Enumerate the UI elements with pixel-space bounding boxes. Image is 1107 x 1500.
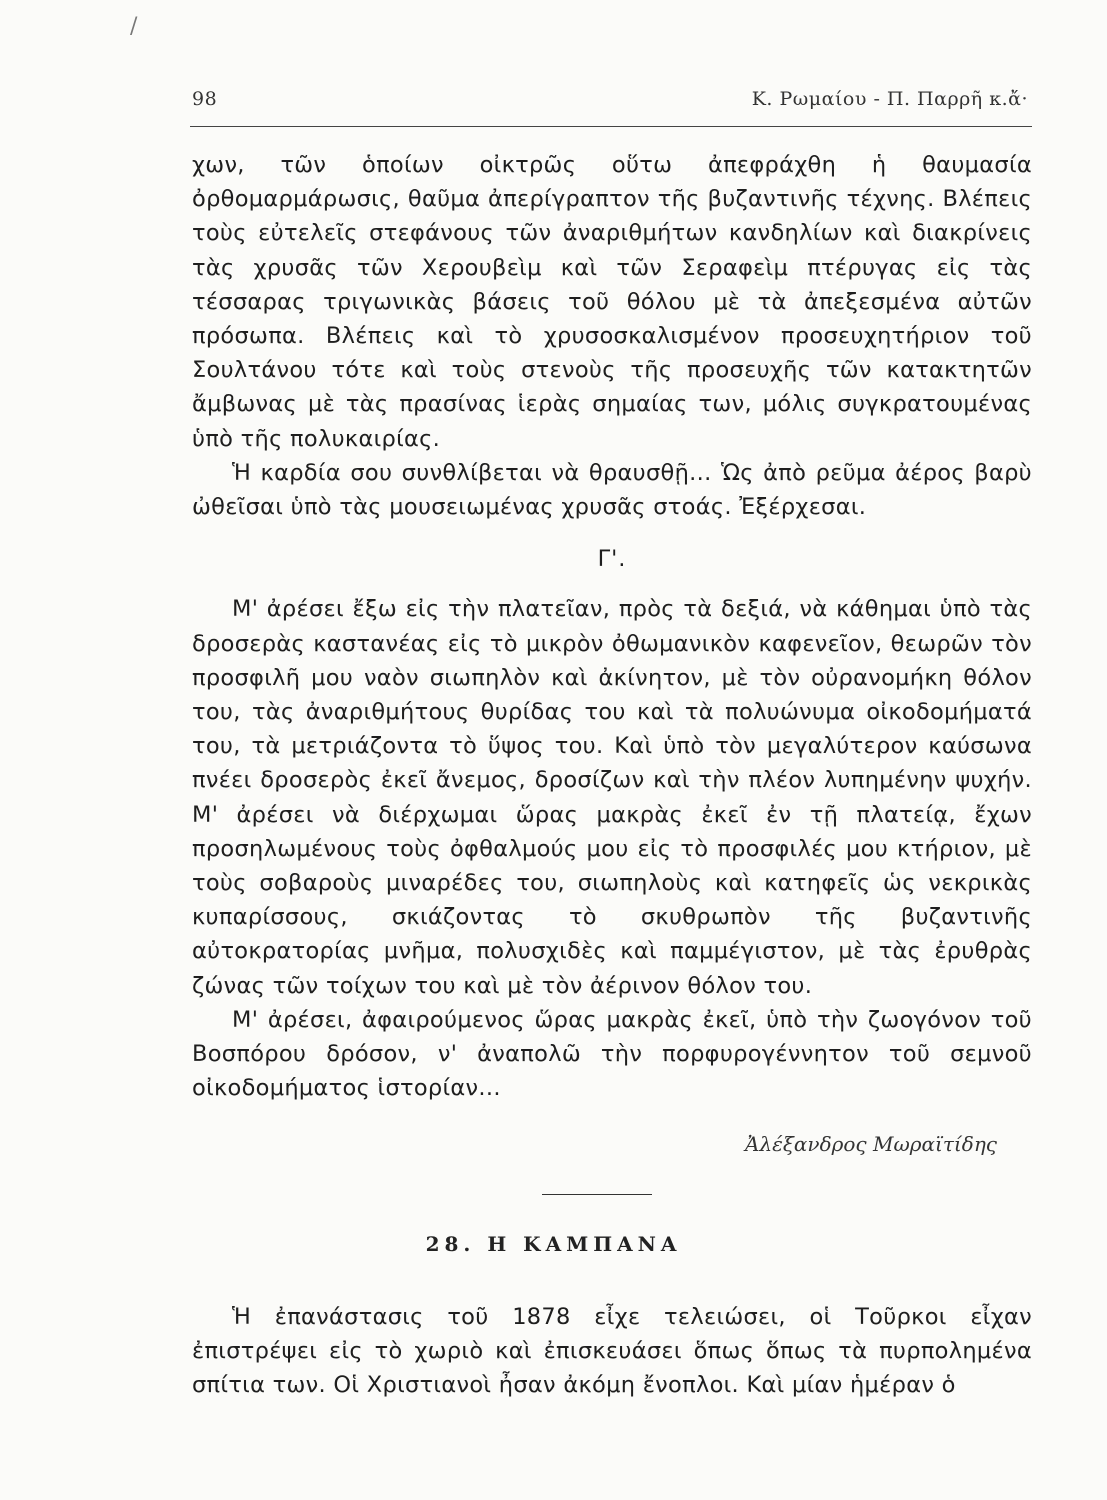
- chapter-paragraph-1: Ἡ ἐπανάστασις τοῦ 1878 εἶχε τελειώσει, οἱ Τοῦρκοι εἶχαν ἐπιστρέψει εἰς τὸ χωριὸ καὶ ἐπισκευάσει ὅπως ὅπως τὰ πυρπολημένα σπίτια των. Οἱ Χριστιανοὶ ἦσαν ἀκόμη ἔνοπλοι. Καὶ μίαν ἡμέραν ὁ: [192, 1304, 1032, 1399]
- body-text: [192, 148, 1032, 1105]
- paragraph-1: χων, τῶν ὁποίων οἰκτρῶς οὕτω ἀπεφράχθη ἡ θαυμασία ὀρθομαρμάρωσις, θαῦμα ἀπερίγραπτον τῆς βυζαντινῆς τέχνης. Βλέπεις τοὺς εὐτελεῖς στεφάνους τῶν ἀναριθμήτων κανδηλίων καὶ διακρίνεις τὰς χρυσᾶς τῶν Χερουβεὶμ καὶ τῶν Σεραφεὶμ πτέρυγας εἰς τὰς τέσσαρας τριγωνικὰς βάσεις τοῦ θόλου μὲ τὰ ἀπεξεσμένα αὐτῶν πρόσωπα. Βλέπεις καὶ τὸ χρυσοσκαλισμένον προσευχητήριον τοῦ Σουλτάνου τότε καὶ τοὺς στενοὺς τῆς προσευχῆς τῶν κατακτητῶν ἄμβωνας μὲ τὰς πρασίνας ἱερὰς σημαίας των, μόλις συγκρατουμένας ὑπὸ τῆς πολυκαιρίας.: [192, 152, 1032, 452]
- running-header: [190, 88, 1032, 122]
- header-rule: [190, 126, 1032, 127]
- section-divider: [542, 1194, 652, 1195]
- chapter-text: [192, 1300, 1032, 1403]
- section-marker: Γ'.: [597, 546, 627, 573]
- page-number: 98: [192, 88, 218, 110]
- paragraph-2: Ἡ καρδία σου συνθλίβεται νὰ θραυσθῇ... Ὡς ἀπὸ ρεῦμα ἀέρος βαρὺ ὠθεῖσαι ὑπὸ τὰς μουσειωμένας χρυσᾶς στοάς. Ἐξέρχεσαι.: [192, 459, 1032, 521]
- margin-mark: /: [130, 14, 138, 39]
- author-signature: Ἀλέξανδρος Μωραϊτίδης: [745, 1132, 997, 1156]
- chapter-heading: 28. Η ΚΑΜΠΑΝΑ: [425, 1232, 682, 1256]
- running-title: Κ. Ρωμαίου - Π. Παρρῆ κ.ἄ·: [751, 88, 1028, 110]
- paragraph-3: Μ' ἀρέσει ἔξω εἰς τὴν πλατεῖαν, πρὸς τὰ δεξιά, νὰ κάθημαι ὑπὸ τὰς δροσερὰς καστανέας εἰς τὸ μικρὸν ὀθωμανικὸν καφενεῖον, θεωρῶν τὸν προσφιλῆ μου ναὸν σιωπηλὸν καὶ ἀκίνητον, μὲ τὸν οὐρανομήκη θόλον του, τὰς ἀναριθμήτους θυρίδας του καὶ τὰ πολυώνυμα οἰκοδομήματά του, τὰ μετριάζοντα τὸ ὕψος του. Καὶ ὑπὸ τὸν μεγαλύτερον καύσωνα πνέει δροσερὸς ἐκεῖ ἄνεμος, δροσίζων καὶ τὴν πλέον λυπημένην ψυχήν. Μ' ἀρέσει νὰ διέρχωμαι ὥρας μακρὰς ἐκεῖ ἐν τῇ πλατείᾳ, ἔχων προσηλωμένους τοὺς ὀφθαλμούς μου εἰς τὸ προσφιλές μου κτήριον, μὲ τοὺς σοβαροὺς μιναρέδες του, σιωπηλοὺς καὶ κατηφεῖς ὡς νεκρικὰς κυπαρίσσους, σκιάζοντας τὸ σκυθρωπὸν τῆς βυζαντινῆς αὐτοκρατορίας μνῆμα, πολυσχιδὲς καὶ παμμέγιστον, μὲ τὰς ἐρυθρὰς ζώνας τῶν τοίχων του καὶ μὲ τὸν ἀέρινον θόλον του.: [192, 596, 1032, 999]
- paragraph-4: Μ' ἀρέσει, ἀφαιρούμενος ὥρας μακρὰς ἐκεῖ, ὑπὸ τὴν ζωογόνον τοῦ Βοσπόρου δρόσον, ν' ἀναπολῶ τὴν πορφυρογέννητον τοῦ σεμνοῦ οἰκοδομήματος ἱστορίαν...: [192, 1006, 1032, 1102]
